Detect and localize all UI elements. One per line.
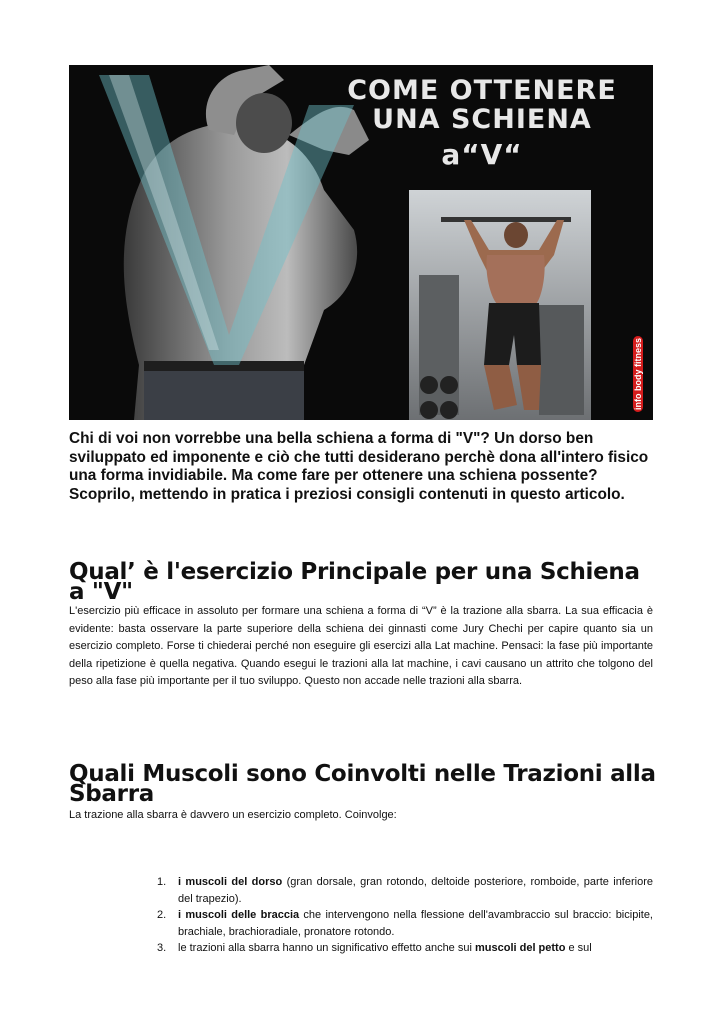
intro-paragraph: Chi di voi non vorrebbe una bella schiena a forma di "V"? Un dorso ben sviluppato ed imponente e ciò che tutti desiderano perchè dona all'intero fisico una forma invidiabile. Ma come fare per ottenere una schiena possente? Scoprilo, mettendo in pratica i preziosi consigli contenuti in questo articolo. (69, 430, 649, 503)
section-body-main-exercise: L'esercizio più efficace in assoluto per formare una schiena a forma di “V” è la trazione alla sbarra. La sua efficacia è evidente: basta osservare la parte superiore della schiena dei ginnasti come Jury Chechi per capire quanto sia un esercizio completo. Forse ti chiederai perché non eseguire gli esercizi alla Lat machine. Pensaci: la fase più importante della ripetizione è quella negativa. Quando esegui le trazioni alla lat machine, i cavi causano un attrito che tolgono del peso alla fase più importante per il tuo sviluppo. Questo non accade nelle trazioni alla sbarra. (69, 605, 653, 688)
list-item-bold: i muscoli del dorso (178, 876, 283, 888)
hero-image (69, 65, 653, 420)
hero-title-line3: a“V“ (441, 138, 523, 171)
brand-logo (633, 336, 647, 412)
list-number: 1. (157, 876, 167, 888)
list-item-bold: i muscoli delle braccia (178, 909, 300, 922)
muscles-list (157, 874, 653, 957)
list-number: 2. (157, 909, 167, 922)
hero-title (347, 77, 617, 169)
list-number: 3. (157, 942, 167, 955)
list-item (157, 940, 653, 957)
jeans-shape (144, 365, 304, 420)
section-body-muscles: La trazione alla sbarra è davvero un esercizio completo. Coinvolge: (69, 809, 397, 821)
list-item-bold: muscoli del petto (474, 942, 566, 955)
section-heading-muscles: Quali Muscoli sono Coinvolti nelle Trazioni alla Sbarra (69, 761, 656, 807)
head-shape (236, 93, 292, 153)
hero-title-line2: UNA SCHIENA (372, 104, 592, 135)
pullup-photo (409, 190, 591, 420)
list-item-pre: le trazioni alla sbarra hanno un significativo effetto anche sui (178, 942, 475, 955)
brand-text: info body fitness (633, 338, 643, 410)
list-item (157, 907, 653, 940)
list-item-text: che intervengono nella flessione dell'avambraccio sul braccio: bicipite, brachiale, brachioradiale, pronatore rotondo. (178, 909, 653, 938)
list-item-text: (gran dorsale, gran rotondo, deltoide posteriore, romboide, parte inferiore del trapezio). (178, 876, 653, 905)
list-item-text: e sul (565, 942, 592, 955)
section-heading-main-exercise: Qual’ è l'esercizio Principale per una Schiena a "V" (69, 559, 640, 605)
hero-title-line1: COME OTTENERE (347, 75, 617, 106)
list-item (157, 874, 653, 907)
